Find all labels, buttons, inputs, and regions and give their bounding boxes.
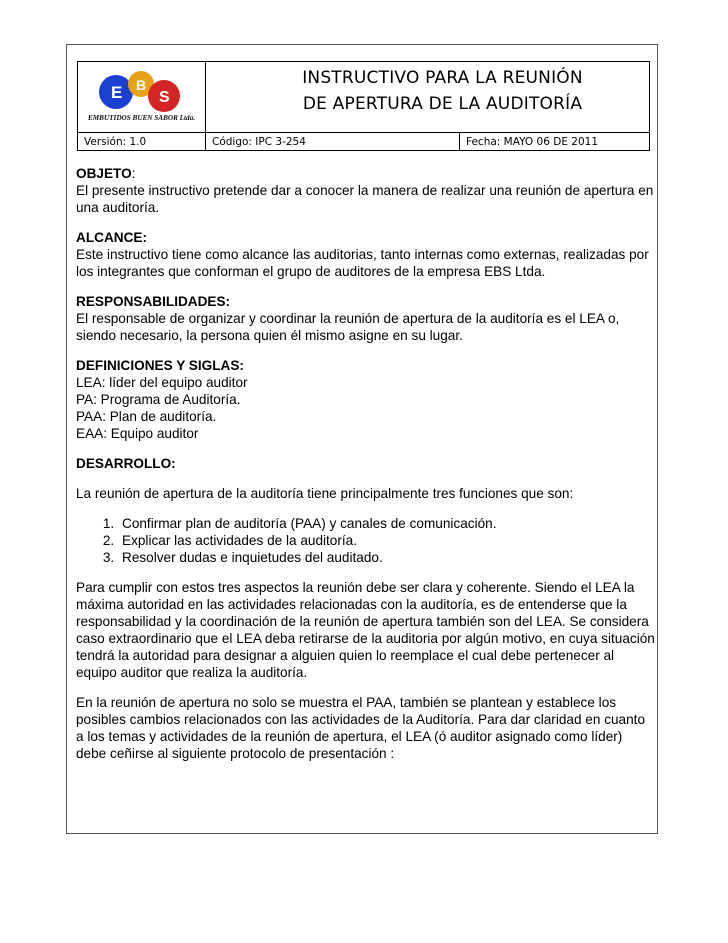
logo-cell [78,62,206,132]
definition-item: EAA: Equipo auditor [76,426,199,441]
logo-letter-e: E [111,83,123,102]
desarrollo-paragraph-2: En la reunión de apertura no solo se muestra el PAA, también se plantean y establece los posibles cambios relacionados con las actividades de la Auditoría. Para dar claridad en cuanto a los temas y actividades de la reunión de apertura, el LEA (ó auditor asignado como líder) debe ceñirse al siguiente protocolo de presentación : [76,695,646,761]
function-item: 3. Resolver dudas e inquietudes del auditado. [118,549,656,566]
section-objeto [76,165,656,216]
alcance-text: Este instructivo tiene como alcance las auditorias, tanto internas como externas, realizadas por los integrantes que conforman el grupo de auditores de la empresa EBS Ltda. [76,247,649,279]
company-logo [84,68,200,126]
definition-item: PAA: Plan de auditoría. [76,409,217,424]
version-cell: Versión: 1.0 [78,133,206,151]
section-definiciones [76,357,656,442]
function-item: 2. Explicar las actividades de la auditoría. [118,532,656,549]
definition-item: PA: Programa de Auditoría. [76,392,241,407]
logo-caption: EMBUTIDOS BUEN SABOR Ltda. [88,114,196,122]
function-item: 1. Confirmar plan de auditoría (PAA) y canales de comunicación. [118,515,656,532]
objeto-text: El presente instructivo pretende dar a conocer la manera de realizar una reunión de apertura en una auditoría. [76,183,654,215]
section-responsabilidades [76,293,656,344]
functions-list [76,515,656,566]
document-title-line-1: INSTRUCTIVO PARA LA REUNIÓN [302,68,583,88]
responsabilidades-heading: RESPONSABILIDADES: [76,294,231,309]
document-header-table [77,61,650,151]
section-alcance [76,229,656,280]
objeto-colon: : [131,166,136,181]
document-title-line-2: DE APERTURA DE LA AUDITORÍA [302,94,583,114]
alcance-heading: ALCANCE: [76,230,147,245]
fecha-cell: Fecha: MAYO 06 DE 2011 [466,136,599,148]
objeto-heading: OBJETO [76,166,132,181]
section-desarrollo [76,455,656,762]
objeto-heading-line [76,165,656,182]
logo-letter-s: S [159,89,170,106]
responsabilidades-text: El responsable de organizar y coordinar la reunión de apertura de la auditoría es el LEA o, siendo necesario, la persona quien él mismo asigne en su lugar. [76,311,620,343]
definition-item: LEA: líder del equipo auditor [76,375,248,390]
desarrollo-heading: DESARROLLO: [76,456,176,471]
codigo-cell: Código: IPC 3-254 [206,133,460,151]
logo-letter-b: B [136,77,147,93]
definiciones-heading: DEFINICIONES Y SIGLAS: [76,358,244,373]
meta-row [78,132,649,151]
title-cell [206,62,649,132]
document-body [76,165,656,762]
desarrollo-intro: La reunión de apertura de la auditoría tiene principalmente tres funciones que son: [76,486,574,501]
desarrollo-paragraph-1: Para cumplir con estos tres aspectos la reunión debe ser clara y coherente. Siendo el LEA la máxima autoridad en las actividades relacionadas con la auditoría, es de entenderse que la responsabilidad y la coordinación de la reunión de apertura también son del LEA. Se considera caso extraordinario que el LEA deba retirarse de la auditoria por algún motivo, en cuya situación tendrá la autoridad para designar a alguien quien lo reemplace el cual debe pertenecer al equipo auditor que realiza la auditoría. [76,580,655,680]
